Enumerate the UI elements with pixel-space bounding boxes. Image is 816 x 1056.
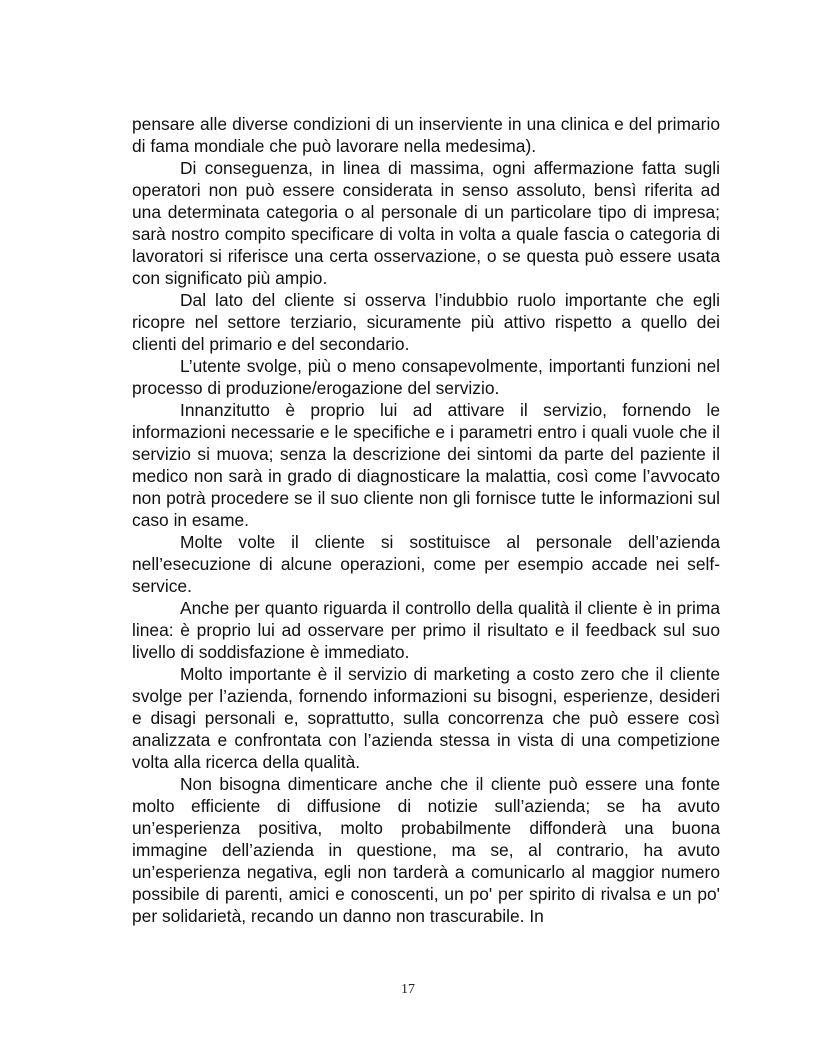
paragraph: Di conseguenza, in linea di massima, ogni affermazione fatta sugli operatori non può essere considerata in senso assoluto, bensì riferita ad una determinata categoria o al personale di un particolare tipo di impresa; sarà nostro compito specificare di volta in volta a quale fascia o categoria di lavoratori si riferisce una certa osservazione, o se questa può essere usata con significato più ampio. [132,158,720,288]
paragraph-continuation: pensare alle diverse condizioni di un inserviente in una clinica e del primario di fama mondiale che può lavorare nella medesima). [132,114,720,156]
paragraph: Molto importante è il servizio di marketing a costo zero che il cliente svolge per l’azienda, fornendo informazioni su bisogni, esperienze, desideri e disagi personali e, soprattutto, sulla concorrenza che può essere così analizzata e confrontata con l’azienda stessa in vista di una competizione volta alla ricerca della qualità. [132,664,720,772]
paragraph: Anche per quanto riguarda il controllo della qualità il cliente è in prima linea: è proprio lui ad osservare per primo il risultato e il feedback sul suo livello di soddisfazione è immediato. [132,598,720,662]
page-number: 17 [401,982,415,997]
paragraph: Dal lato del cliente si osserva l’indubbio ruolo importante che egli ricopre nel settore terziario, sicuramente più attivo rispetto a quello dei clienti del primario e del secondario. [132,290,720,354]
paragraph: Innanzitutto è proprio lui ad attivare il servizio, fornendo le informazioni necessarie e le specifiche e i parametri entro i quali vuole che il servizio si muova; senza la descrizione dei sintomi da parte del paziente il medico non sarà in grado di diagnosticare la malattia, così come l’avvocato non potrà procedere se il suo cliente non gli fornisce tutte le informazioni sul caso in esame. [132,400,720,530]
paragraph: Molte volte il cliente si sostituisce al personale dell’azienda nell’esecuzione di alcune operazioni, come per esempio accade nei self-service. [132,532,720,596]
paragraph: L’utente svolge, più o meno consapevolmente, importanti funzioni nel processo di produzione/erogazione del servizio. [132,356,720,398]
paragraph: Non bisogna dimenticare anche che il cliente può essere una fonte molto efficiente di diffusione di notizie sull’azienda; se ha avuto un’esperienza positiva, molto probabilmente diffonderà una buona immagine dell’azienda in questione, ma se, al contrario, ha avuto un’esperienza negativa, egli non tarderà a comunicarlo al maggior numero possibile di parenti, amici e conoscenti, un po' per spirito di rivalsa e un po' per solidarietà, recando un danno non trascurabile. In [132,774,720,926]
body-text [132,113,720,927]
